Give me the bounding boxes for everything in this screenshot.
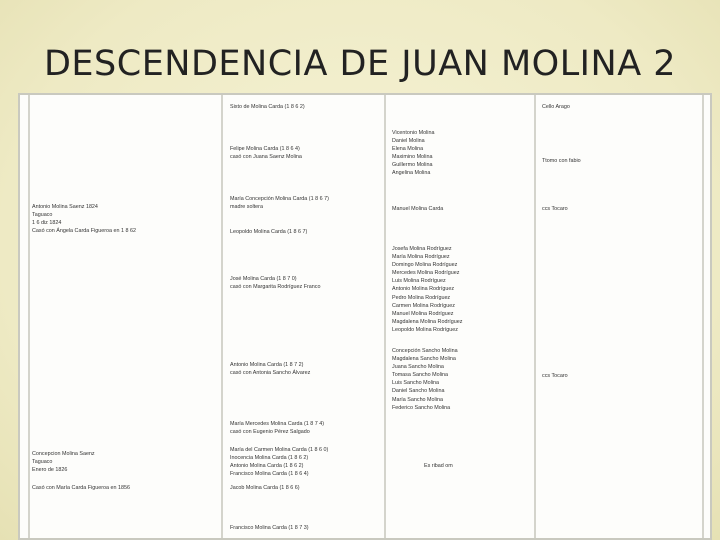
entry-line: casó con Margarita Rodríguez Franco: [230, 284, 321, 291]
col3-entry: [392, 245, 462, 334]
entry-line: Maximino Molina: [392, 154, 433, 161]
col2-entry: [230, 195, 329, 211]
col3-entry: [392, 347, 458, 412]
entry-line: Antonio Molina Carda (1 8 6 2): [230, 463, 304, 470]
entry-line: madre soltera: [230, 204, 263, 211]
entry-line: casó con Juana Saenz Molina: [230, 154, 302, 161]
entry-line: casó con Antonia Sancho Álvarez: [230, 370, 311, 377]
grid-line: [702, 95, 704, 538]
col1-entry: [32, 450, 95, 474]
col4-entry: [542, 372, 568, 380]
entry-line: María Mercedes Molina Carda (1 8 7 4): [230, 421, 325, 427]
col1-entry: [32, 203, 136, 235]
grid-line: [28, 95, 30, 538]
col4-entry: [542, 205, 568, 213]
col2-entry: [230, 524, 309, 532]
col1-entry: [32, 484, 130, 492]
entry-line: Domingo Molina Rodríguez: [392, 262, 458, 269]
entry-line: Guillermo Molina: [392, 162, 433, 169]
entry-line: Casó con María Carda Figueroa en 1856: [32, 485, 130, 491]
grid-line: [384, 95, 386, 538]
entry-line: Inocencia Molina Carda (1 8 6 2): [230, 455, 309, 462]
entry-line: Daniel Sancho Molina: [392, 388, 445, 395]
entry-line: Francisco Molina Carda (1 8 6 4): [230, 471, 309, 478]
entry-line: Antonio Molina Saenz 1824: [32, 204, 98, 210]
entry-line: Casó con Ángela Carda Figueroa en 1 8 62: [32, 228, 136, 235]
entry-line: Taguaco: [32, 459, 53, 466]
entry-line: Luis Molina Rodríguez: [392, 278, 446, 285]
entry-line: Josefa Molina Rodríguez: [392, 246, 452, 252]
col2-entry: [230, 361, 310, 377]
col3-entry: [392, 129, 434, 178]
col4-entry: [542, 103, 570, 111]
entry-line: Magdalena Sancho Molina: [392, 356, 456, 363]
col2-entry: [230, 228, 307, 236]
entry-line: María del Carmen Molina Carda (1 8 6 0): [230, 447, 329, 453]
entry-line: Angelina Molina: [392, 170, 431, 177]
entry-line: Antonio Molina Carda (1 8 7 2): [230, 362, 304, 368]
entry-line: María Sancho Molina: [392, 396, 443, 403]
entry-line: Luis Sancho Molina: [392, 380, 440, 387]
entry-line: Tomasa Sancho Molina: [392, 372, 449, 379]
entry-line: Elena Molina: [392, 146, 424, 153]
entry-line: Pedro Molina Rodríguez: [392, 294, 451, 301]
entry-line: Taguaco: [32, 212, 53, 219]
entry-line: Carmen Molina Rodríguez: [392, 302, 455, 309]
col4-entry: [542, 157, 581, 165]
entry-line: Sixto de Molina Carda (1 8 6 2): [230, 104, 305, 110]
entry-line: Juana Sancho Molina: [392, 364, 444, 371]
entry-line: Concepción Sancho Molina: [392, 348, 458, 354]
entry-line: Leopoldo Molina Rodríguez: [392, 326, 458, 333]
entry-line: Manuel Molina Rodríguez: [392, 310, 454, 317]
entry-line: José Molina Carda (1 8 7 0): [230, 276, 297, 282]
entry-line: Jacob Molina Carda (1 8 6 6): [230, 485, 300, 491]
entry-line: Manuel Molina Carda: [392, 206, 444, 212]
entry-line: 1 6 diz 1824: [32, 220, 62, 227]
col3-entry: [424, 462, 453, 470]
col2-entry: [230, 420, 324, 436]
entry-line: Antonio Molina Rodríguez: [392, 286, 455, 293]
col3-entry: [392, 205, 443, 213]
entry-line: Francisco Molina Carda (1 8 7 3): [230, 525, 309, 531]
entry-line: Federico Sancho Molina: [392, 404, 451, 411]
entry-line: Mercedes Molina Rodríguez: [392, 270, 460, 277]
entry-line: Leopoldo Molina Carda (1 8 6 7): [230, 229, 308, 235]
slide-title: DESCENDENCIA DE JUAN MOLINA 2: [43, 44, 677, 84]
entry-line: Daniel Molina: [392, 138, 425, 145]
grid-line: [221, 95, 223, 538]
genealogy-document: [18, 93, 712, 540]
entry-line: Enero de 1826: [32, 467, 68, 474]
col2-entry: [230, 145, 302, 161]
entry-line: Vicentonio Molina: [392, 130, 435, 136]
entry-line: Concepcion Molina Saenz: [32, 451, 95, 457]
entry-line: ccs Tocaro: [542, 206, 568, 212]
col2-entry: [230, 484, 300, 492]
entry-line: Es ribad om: [424, 463, 453, 469]
entry-line: María Molina Rodríguez: [392, 254, 450, 261]
entry-line: María Concepción Molina Carda (1 8 6 7): [230, 196, 329, 202]
entry-line: casó con Eugenio Pérez Salgado: [230, 429, 310, 436]
col2-entry: [230, 275, 321, 291]
entry-line: Cello Arago: [542, 104, 570, 110]
entry-line: ccs Tocaro: [542, 373, 568, 379]
col2-entry: [230, 446, 328, 478]
grid-line: [534, 95, 536, 538]
entry-line: Magdalena Molina Rodríguez: [392, 318, 463, 325]
col2-entry: [230, 103, 305, 111]
entry-line: Felipe Molina Carda (1 8 6 4): [230, 146, 300, 152]
entry-line: Ttomo con fabio: [542, 158, 581, 164]
